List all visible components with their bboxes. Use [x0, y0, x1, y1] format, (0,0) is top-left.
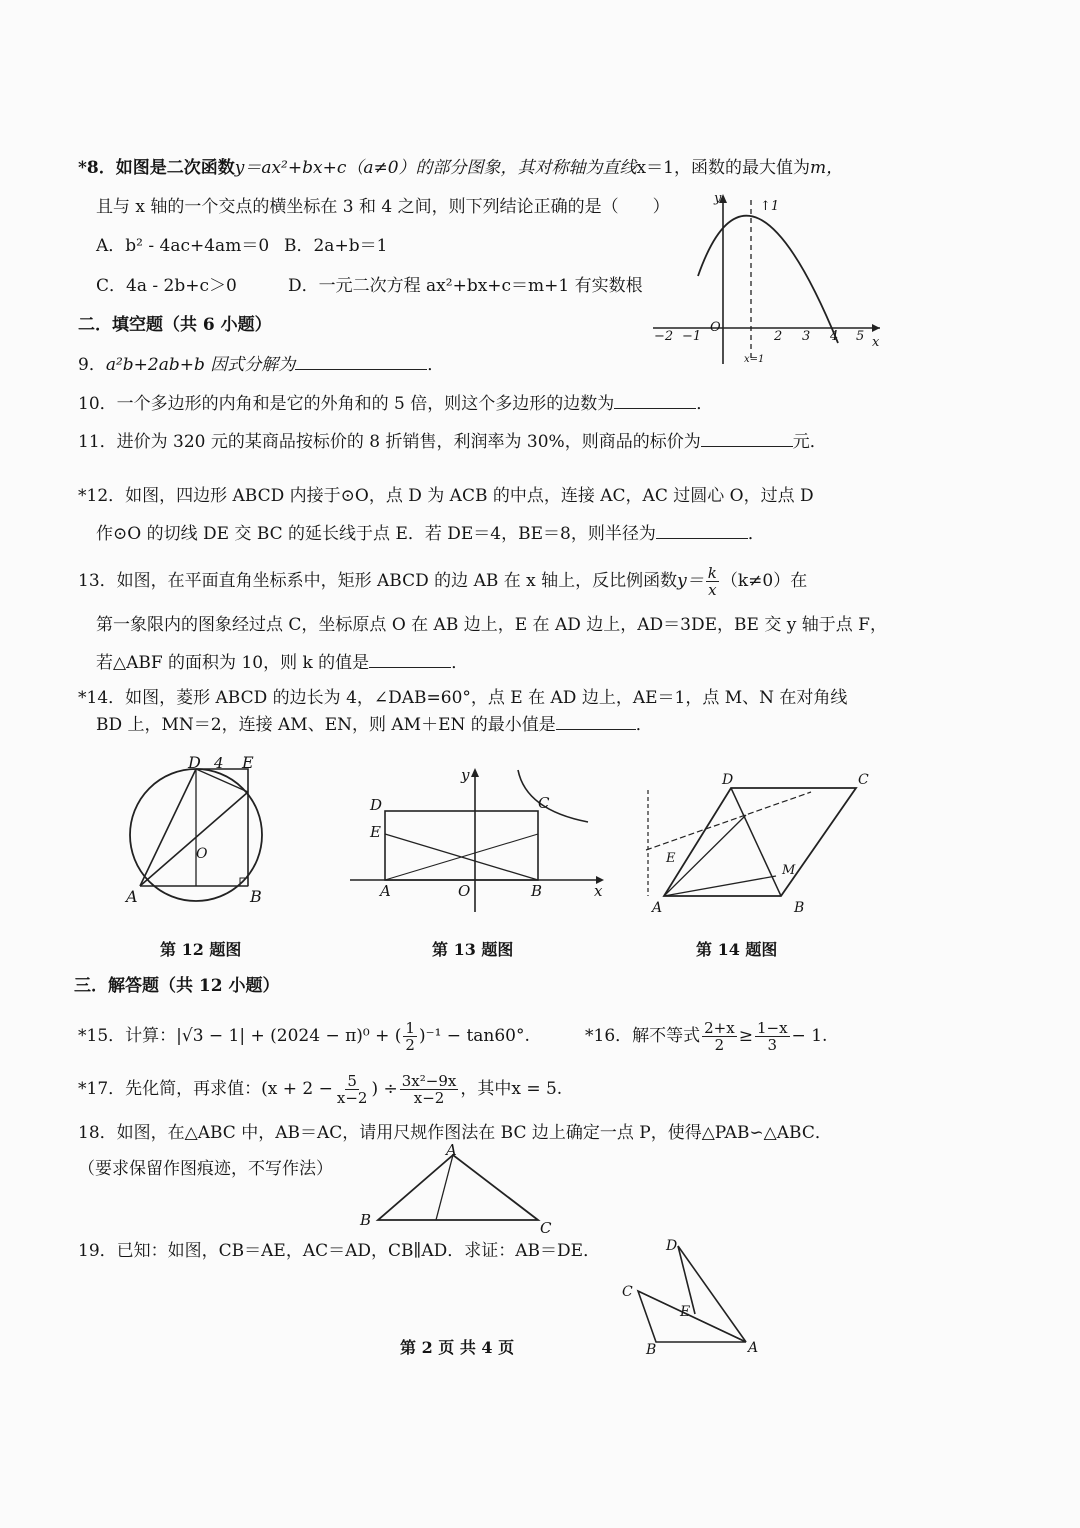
- segment-ac: [140, 792, 248, 886]
- label-e: E: [242, 753, 254, 772]
- hyperbola: [518, 770, 588, 822]
- q15-text-a: *15．计算：|√3 − 1| + (2024 − π)⁰ + (: [78, 1026, 402, 1046]
- label-a: A: [652, 900, 663, 915]
- q16-fraction-1: [702, 1020, 737, 1053]
- label-c: C: [540, 1219, 552, 1235]
- label-c: C: [538, 794, 550, 812]
- figure-12-caption: 第 12 题图: [160, 940, 242, 959]
- q12-text: 作⊙O 的切线 DE 交 BC 的延长线于点 E．若 DE＝4，BE＝8，则半径为: [96, 524, 656, 544]
- label-b: B: [646, 1342, 657, 1356]
- symmetry-label: x=1: [744, 354, 765, 365]
- label-o: O: [458, 882, 471, 900]
- q10: [78, 391, 713, 417]
- q13-x: x: [708, 581, 717, 599]
- q15-num: 1: [405, 1019, 415, 1037]
- segment-ap: [436, 1155, 453, 1220]
- section-fill-in-title: 二．填空题（共 6 小题）: [78, 315, 272, 335]
- q8-line1: [78, 155, 843, 181]
- tick-neg1: −1: [682, 329, 702, 344]
- q19: 19．已知：如图，CB＝AE，AC＝AD，CB∥AD．求证：AB＝DE．: [78, 1241, 601, 1261]
- q11-end: 元．: [792, 432, 827, 452]
- q8-function: y＝ax²+bx+c（a≠0）的部分图象，其对称轴为直线: [234, 158, 637, 178]
- label-a: A: [126, 887, 138, 906]
- q16-text-a: *16．解不等式: [585, 1026, 701, 1046]
- q16-den2: 3: [767, 1036, 778, 1054]
- q8-line2: 且与 x 轴的一个交点的横坐标在 3 和 4 之间，则下列结论正确的是（ ）: [96, 197, 670, 217]
- q11-answer-blank[interactable]: [701, 430, 793, 447]
- q17-num1: 5: [347, 1072, 357, 1090]
- label-b: B: [531, 882, 543, 900]
- q14-text: BD 上，MN＝2，连接 AM、EN，则 AM＋EN 的最小值是: [96, 715, 556, 735]
- q13-y: y＝: [677, 571, 704, 591]
- q16-num1: 2+x: [704, 1019, 735, 1037]
- q13-fraction: [706, 565, 719, 598]
- figure-13-caption: 第 13 题图: [432, 940, 514, 959]
- q13-line2: 第一象限内的图象经过点 C，坐标原点 O 在 AB 边上，E 在 AD 边上，AD＝3DE，BE 交 y 轴于点 F，: [96, 615, 887, 635]
- tick-neg2: −2: [654, 329, 674, 344]
- q13-line3: [96, 650, 468, 676]
- q8-option-b: B．2a+b＝1: [284, 236, 388, 256]
- q8-option-c: C．4a - 2b+c＞0: [96, 276, 237, 296]
- segment-ca: [638, 1291, 746, 1342]
- label-a: A: [446, 1143, 457, 1159]
- q18-line2: （要求保留作图痕迹，不写作法）: [78, 1159, 333, 1179]
- label-d: D: [666, 1238, 678, 1254]
- q12-line1: *12．如图，四边形 ABCD 内接于⊙O，点 D 为 ACB 的中点，连接 AC，AC 过圆心 O，过点 D: [78, 486, 814, 506]
- q16-ge: ≥: [738, 1026, 753, 1046]
- page-footer: 第 2 页 共 4 页: [400, 1338, 515, 1357]
- label-b: B: [794, 900, 805, 915]
- max-annotation: ↑1: [760, 199, 780, 214]
- label-b: B: [250, 887, 262, 906]
- tick-2: 2: [774, 329, 783, 344]
- q8-number: *8．如图是二次函数: [78, 158, 235, 178]
- label-d: D: [722, 772, 734, 788]
- q17-text-a: *17．先化简，再求值：(x + 2 −: [78, 1079, 333, 1099]
- q8-m: m，: [809, 158, 844, 178]
- figure-12: [118, 752, 278, 907]
- q13-answer-blank[interactable]: [369, 651, 451, 668]
- q14-end: ．: [635, 715, 653, 735]
- q8-option-a: A．b² - 4ac+4am＝0: [96, 236, 270, 256]
- label-c: C: [622, 1284, 633, 1300]
- q8-axis: x＝1，函数的最大值为: [636, 158, 810, 178]
- q14-line1: *14．如图，菱形 ABCD 的边长为 4，∠DAB=60°，点 E 在 AD 边上，AE＝1，点 M、N 在对角线: [78, 688, 848, 708]
- label-x: x: [594, 882, 603, 900]
- q12-end: ．: [747, 524, 765, 544]
- q15-text-b: )⁻¹ − tan60°.: [418, 1026, 530, 1046]
- label-e: E: [370, 823, 381, 841]
- q17: [78, 1073, 562, 1106]
- q17-fraction-1: [335, 1073, 370, 1106]
- tick-5: 5: [856, 329, 865, 344]
- figure-13: [348, 762, 610, 917]
- label-m: M: [782, 863, 796, 878]
- q14-line2: [96, 712, 653, 738]
- q17-den1: x−2: [336, 1089, 368, 1107]
- tick-3: 3: [802, 329, 811, 344]
- label-a: A: [748, 1340, 759, 1356]
- q17-fraction-2: [400, 1073, 459, 1106]
- q14-answer-blank[interactable]: [556, 713, 636, 730]
- label-o: O: [196, 846, 208, 862]
- label-a: A: [380, 882, 391, 900]
- q17-mid: ) ÷: [371, 1079, 398, 1099]
- label-c: C: [858, 772, 869, 788]
- label-d: D: [188, 753, 201, 772]
- q13-text-a: 13．如图，在平面直角坐标系中，矩形 ABCD 的边 AB 在 x 轴上，反比例函数: [78, 571, 678, 591]
- q13-text-c: 若△ABF 的面积为 10，则 k 的值是: [96, 653, 370, 673]
- segment-ad: [140, 769, 196, 886]
- y-label: y: [714, 191, 722, 206]
- q9-text: a²b+2ab+b 因式分解为: [105, 355, 296, 375]
- q12-line2: [96, 521, 765, 547]
- q11: [78, 429, 827, 455]
- q19-figure: [618, 1234, 768, 1356]
- q13-line1: [78, 565, 807, 598]
- rectangle-abcd: [385, 811, 538, 880]
- q11-text: 11．进价为 320 元的某商品按标价的 8 折销售，利润率为 30%，则商品的标价为: [78, 432, 701, 452]
- q16-text-b: − 1.: [791, 1026, 828, 1046]
- q15-den: 2: [405, 1036, 415, 1054]
- q16-den1: 2: [714, 1036, 725, 1054]
- tick-4: 4: [830, 329, 839, 344]
- q9-number: 9．: [78, 355, 106, 375]
- q16-num2: 1−x: [756, 1019, 788, 1037]
- q16: [585, 1020, 827, 1053]
- label-e: E: [666, 851, 676, 866]
- q13-end: ．: [451, 653, 469, 673]
- q17-den2: x−2: [413, 1089, 445, 1107]
- q15-fraction: [403, 1020, 417, 1053]
- label-e: E: [680, 1304, 691, 1320]
- y-axis-arrow: [471, 768, 479, 777]
- q15: [78, 1020, 530, 1053]
- q9-answer-blank[interactable]: [295, 353, 427, 370]
- label-four: 4: [214, 754, 224, 772]
- q16-fraction-2: [755, 1020, 790, 1053]
- figure-14-caption: 第 14 题图: [696, 940, 778, 959]
- q18-line1: 18．如图，在△ABC 中，AB＝AC，请用尺规作图法在 BC 边上确定一点 P，使得△PAB∽△ABC．: [78, 1123, 832, 1143]
- q13-k: k: [707, 564, 717, 582]
- triangle-abc: [378, 1155, 538, 1220]
- q13-text-b: （k≠0）在: [720, 571, 808, 591]
- segment-da: [678, 1246, 746, 1342]
- q17-text-b: ，其中x = 5.: [460, 1079, 563, 1099]
- x-label: x: [872, 335, 880, 350]
- section-solve-title: 三．解答题（共 12 小题）: [74, 976, 280, 996]
- label-d: D: [370, 796, 383, 814]
- label-y: y: [461, 766, 470, 784]
- q10-text: 10．一个多边形的内角和是它的外角和的 5 倍，则这个多边形的边数为: [78, 394, 615, 414]
- q9: [78, 352, 444, 378]
- figure-14: [636, 770, 876, 915]
- rhombus-abcd: [664, 788, 856, 896]
- q10-answer-blank[interactable]: [614, 392, 696, 409]
- q9-end: ．: [427, 355, 445, 375]
- q10-end: ．: [696, 394, 714, 414]
- q8-parabola-graph: [648, 188, 888, 366]
- dashed-construction: [646, 792, 811, 850]
- label-b: B: [360, 1211, 372, 1229]
- segment-dc: [196, 769, 248, 792]
- q17-num2: 3x²−9x: [401, 1072, 457, 1090]
- origin-label: O: [710, 320, 721, 335]
- q18-triangle: [358, 1143, 558, 1235]
- q8-option-d: D．一元二次方程 ax²+bx+c＝m+1 有实数根: [288, 276, 643, 296]
- x-axis-arrow: [872, 324, 880, 332]
- q12-answer-blank[interactable]: [656, 522, 748, 539]
